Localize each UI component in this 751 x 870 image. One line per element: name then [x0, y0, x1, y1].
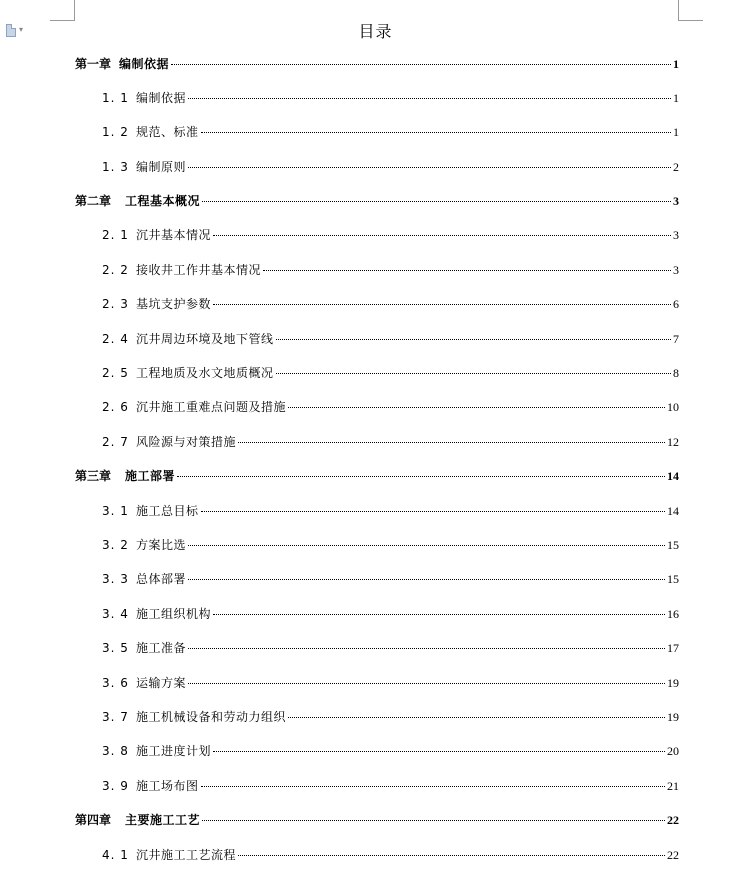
section-title: 施工总目标: [136, 504, 199, 518]
toc-section-row[interactable]: [102, 639, 679, 657]
section-title: 沉井施工重难点问题及措施: [136, 400, 287, 414]
section-number: 2. 2: [102, 263, 129, 277]
chapter-title: 主要施工工艺: [125, 813, 201, 827]
toc-chapter-row[interactable]: [75, 192, 679, 210]
section-title: 沉井周边环境及地下管线: [136, 332, 274, 346]
section-title: 接收井工作井基本情况: [136, 263, 262, 277]
toc-section-row[interactable]: [102, 742, 679, 760]
section-number: 4. 1: [102, 848, 129, 862]
toc-section-row[interactable]: [102, 777, 679, 795]
page-number: 3: [673, 228, 679, 242]
dot-leader: [201, 511, 665, 512]
dot-leader: [213, 304, 671, 305]
dot-leader: [288, 407, 665, 408]
page-number: 1: [673, 91, 679, 105]
dot-leader: [201, 786, 665, 787]
page-number: 15: [667, 538, 679, 552]
section-number: 2. 4: [102, 332, 129, 346]
section-number: 2. 5: [102, 366, 129, 380]
dot-leader: [188, 545, 665, 546]
chapter-number: 第四章: [75, 813, 112, 827]
section-number: 3. 5: [102, 641, 129, 655]
page-number: 8: [673, 366, 679, 380]
page-number: 19: [667, 676, 679, 690]
dot-leader: [171, 64, 671, 65]
page-number: 1: [673, 57, 679, 71]
toc-section-row[interactable]: [102, 502, 679, 520]
dot-leader: [201, 132, 671, 133]
section-title: 基坑支护参数: [136, 297, 212, 311]
dot-leader: [276, 373, 671, 374]
dot-leader: [188, 683, 665, 684]
toc-section-row[interactable]: [102, 364, 679, 382]
dot-leader: [263, 270, 671, 271]
dot-leader: [177, 476, 665, 477]
section-title: 施工进度计划: [136, 744, 212, 758]
toc-section-row[interactable]: [102, 226, 679, 244]
section-number: 3. 6: [102, 676, 129, 690]
section-title: 沉井施工工艺流程: [136, 848, 237, 862]
section-number: 2. 6: [102, 400, 129, 414]
page-number: 14: [667, 469, 679, 483]
section-number: 3. 7: [102, 710, 129, 724]
section-title: 沉井基本情况: [136, 228, 212, 242]
toc-section-row[interactable]: [102, 261, 679, 279]
dot-leader: [188, 648, 665, 649]
chapter-title: 施工部署: [125, 469, 176, 483]
page-number: 22: [667, 813, 679, 827]
dot-leader: [213, 235, 671, 236]
dot-leader: [202, 820, 665, 821]
dot-leader: [238, 442, 665, 443]
section-title: 工程地质及水文地质概况: [136, 366, 274, 380]
toc-section-row[interactable]: [102, 674, 679, 692]
section-title: 施工准备: [136, 641, 187, 655]
dot-leader: [188, 167, 671, 168]
page-number: 20: [667, 744, 679, 758]
section-number: 2. 7: [102, 435, 129, 449]
section-number: 2. 1: [102, 228, 129, 242]
page-number: 2: [673, 160, 679, 174]
section-number: 3. 8: [102, 744, 129, 758]
toc-chapter-row[interactable]: [75, 55, 679, 73]
section-title: 施工场布图: [136, 779, 199, 793]
toc-chapter-row[interactable]: [75, 467, 679, 485]
section-number: 3. 3: [102, 572, 129, 586]
chapter-number: 第二章: [75, 194, 112, 208]
section-number: 1. 1: [102, 91, 129, 105]
toc-section-row[interactable]: [102, 158, 679, 176]
toc-section-row[interactable]: [102, 295, 679, 313]
dot-leader: [213, 614, 665, 615]
section-title: 运输方案: [136, 676, 187, 690]
page-number: 16: [667, 607, 679, 621]
dropdown-caret-icon: ▾: [19, 25, 24, 34]
dot-leader: [276, 339, 671, 340]
dot-leader: [188, 579, 665, 580]
page-number: 10: [667, 400, 679, 414]
chapter-title: 编制依据: [119, 57, 170, 71]
dot-leader: [288, 717, 665, 718]
margin-corner-mark-left: [74, 0, 75, 20]
section-title: 编制依据: [136, 91, 187, 105]
toc-chapter-row[interactable]: [75, 811, 679, 829]
section-number: 3. 2: [102, 538, 129, 552]
page-number: 7: [673, 332, 679, 346]
section-number: 3. 1: [102, 504, 129, 518]
section-number: 1. 3: [102, 160, 129, 174]
page-number: 12: [667, 435, 679, 449]
chapter-number: 第一章: [75, 57, 112, 71]
section-title: 方案比选: [136, 538, 187, 552]
page-number: 15: [667, 572, 679, 586]
toc-section-row[interactable]: [102, 570, 679, 588]
margin-corner-mark-right: [678, 0, 679, 20]
toc-section-row[interactable]: [102, 89, 679, 107]
section-number: 3. 9: [102, 779, 129, 793]
page-number: 14: [667, 504, 679, 518]
section-title: 规范、标准: [136, 125, 199, 139]
toc-section-row[interactable]: [102, 708, 679, 726]
chapter-title: 工程基本概况: [125, 194, 201, 208]
toc-section-row[interactable]: [102, 123, 679, 141]
section-number: 2. 3: [102, 297, 129, 311]
toc-section-row[interactable]: [102, 398, 679, 416]
section-title: 风险源与对策措施: [136, 435, 237, 449]
section-title: 施工机械设备和劳动力组织: [136, 710, 287, 724]
dot-leader: [202, 201, 671, 202]
page-number: 21: [667, 779, 679, 793]
section-title: 施工组织机构: [136, 607, 212, 621]
page-number: 19: [667, 710, 679, 724]
toc-section-row[interactable]: [102, 846, 679, 864]
toc-section-row[interactable]: [102, 605, 679, 623]
dot-leader: [238, 855, 665, 856]
page-number: 3: [673, 263, 679, 277]
page-number: 22: [667, 848, 679, 862]
section-number: 1. 2: [102, 125, 129, 139]
page-number: 1: [673, 125, 679, 139]
dot-leader: [188, 98, 671, 99]
toc-section-row[interactable]: [102, 330, 679, 348]
section-title: 编制原则: [136, 160, 187, 174]
toc-section-row[interactable]: [102, 433, 679, 451]
dot-leader: [213, 751, 665, 752]
section-number: 3. 4: [102, 607, 129, 621]
section-title: 总体部署: [136, 572, 187, 586]
toc-section-row[interactable]: [102, 536, 679, 554]
chapter-number: 第三章: [75, 469, 112, 483]
toc-title: 目录: [358, 22, 393, 41]
page-number: 3: [673, 194, 679, 208]
page-number: 17: [667, 641, 679, 655]
page-number: 6: [673, 297, 679, 311]
